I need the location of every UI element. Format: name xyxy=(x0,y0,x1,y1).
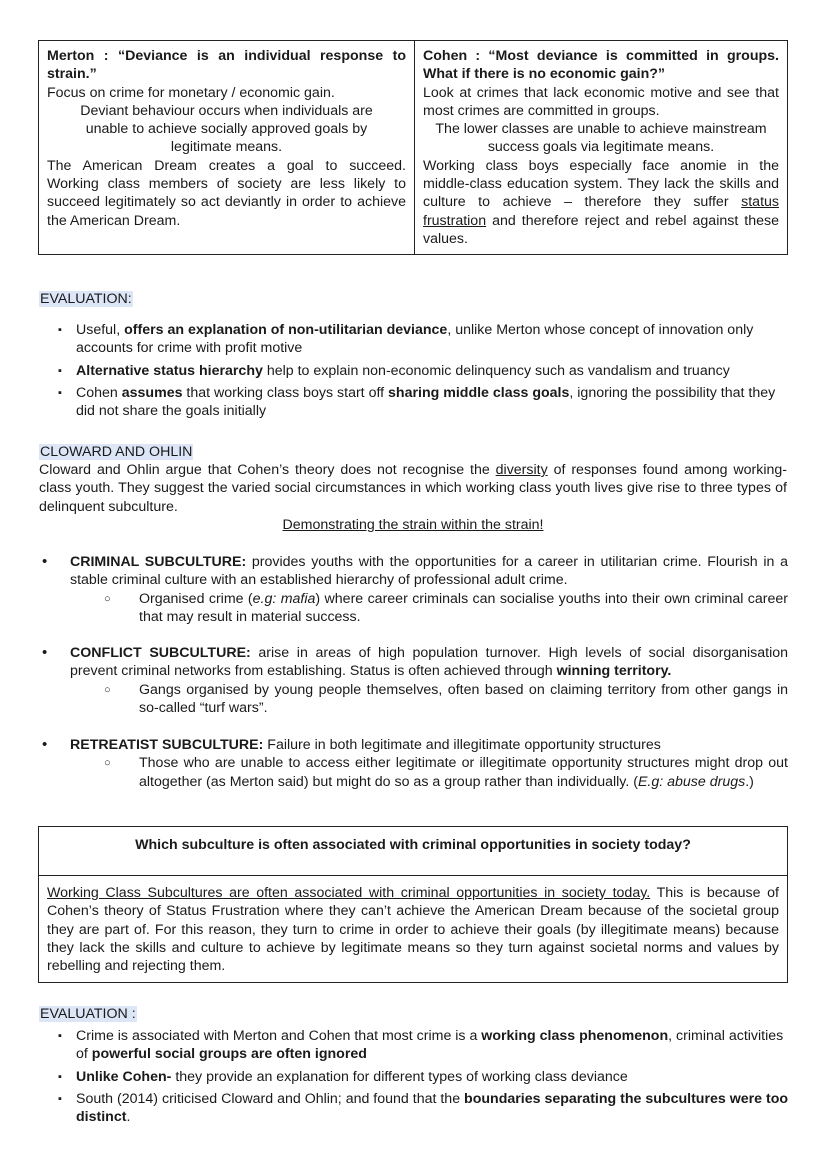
question-answer: Working Class Subcultures are often associated with criminal opportunities in society today. This is because of Cohen’s theory of Status Frustration where they can’t achieve the American Dream because of the societal group they are part of. For this reason, they turn to crime in order to achieve their goals (by illegitimate means) because they lack the skills and culture to achieve by legitimate means so they turn against societal norms and values by rebelling and rejecting them. xyxy=(47,885,779,975)
list-item: ▪ Crime is associated with Merton and Cohen that most crime is a working class phenomenon, criminal activities of powerful social groups are often ignored xyxy=(38,1027,790,1064)
question-text: Which subculture is often associated with criminal opportunities in society today? xyxy=(135,837,691,853)
question-box xyxy=(38,826,788,983)
subculture-criminal xyxy=(38,553,788,626)
subculture-example: ○ Gangs organised by young people themselves, often based on claiming territory from other gangs in so-called “turf wars”. xyxy=(38,681,788,718)
strain-tagline: Demonstrating the strain within the strain! xyxy=(282,517,544,533)
merton-p3: The American Dream creates a goal to succeed. Working class members of society are less likely to succeed legitimately so act deviantly in order to achieve the American Dream. xyxy=(47,157,406,229)
cohen-p1: Look at crimes that lack economic motive and see that most crimes are committed in groups. xyxy=(423,84,779,119)
cohen-p2: The lower classes are unable to achieve mainstream success goals via legitimate means. xyxy=(435,121,767,156)
subculture-example: ○ Organised crime (e.g: mafia) where career criminals can socialise youths into their own criminal career that may result in material success. xyxy=(38,590,788,627)
evaluation-heading-2: EVALUATION : xyxy=(40,1006,136,1022)
subculture-example: ○ Those who are unable to access either legitimate or illegitimate opportunity structures might drop out altogether (as Merton said) but might do so as a group rather than individually. (E.g: abuse drugs.) xyxy=(38,754,788,791)
cohen-cell xyxy=(415,41,788,255)
question-divider xyxy=(39,875,787,876)
merton-p2: Deviant behaviour occurs when individuals are unable to achieve socially approved goals by legitimate means. xyxy=(80,102,373,156)
cloward-paragraph: Cloward and Ohlin argue that Cohen’s theory does not recognise the diversity of responses found among working-class youth. They suggest the varied social circumstances in which working class youth lives give rise to three types of delinquent subculture. xyxy=(39,462,787,515)
subculture-bullet: • RETREATIST SUBCULTURE: Failure in both legitimate and illegitimate opportunity structures xyxy=(38,736,788,754)
evaluation-list-1 xyxy=(38,321,790,424)
merton-cell xyxy=(39,41,415,255)
merton-p1: Focus on crime for monetary / economic gain. xyxy=(47,84,335,101)
cohen-heading: Cohen : “Most deviance is committed in groups. What if there is no economic gain?” xyxy=(423,48,779,83)
subculture-bullet: • CRIMINAL SUBCULTURE: provides youths with the opportunities for a career in utilitarian crime. Flourish in a stable criminal culture with an established hierarchy of professional adult crime. xyxy=(38,553,788,590)
evaluation-heading-1: EVALUATION: xyxy=(40,291,132,307)
merton-heading: Merton : “Deviance is an individual response to strain.” xyxy=(47,48,406,83)
cloward-heading: CLOWARD AND OHLIN xyxy=(40,444,193,460)
list-item: ▪ Useful, offers an explanation of non-utilitarian deviance, unlike Merton whose concept of innovation only accounts for crime with profit motive xyxy=(38,321,790,358)
list-item: ▪ Unlike Cohen- they provide an explanation for different types of working class deviance xyxy=(38,1068,790,1086)
subculture-retreatist xyxy=(38,736,788,791)
comparison-table xyxy=(38,40,788,255)
list-item: ▪ South (2014) criticised Cloward and Ohlin; and found that the boundaries separating the subcultures were too distinct. xyxy=(38,1090,790,1127)
subculture-conflict xyxy=(38,644,788,717)
list-item: ▪ Cohen assumes that working class boys start off sharing middle class goals, ignoring the possibility that they did not share the goals initially xyxy=(38,384,790,421)
subculture-bullet: • CONFLICT SUBCULTURE: arise in areas of high population turnover. High levels of social disorganisation prevent criminal networks from establishing. Status is often achieved through winning territory. xyxy=(38,644,788,681)
evaluation-list-2 xyxy=(38,1027,790,1130)
cohen-p3: Working class boys especially face anomie in the middle-class education system. They lack the skills and culture to achieve – therefore they suffer status frustration and therefore reject and rebel against these values. xyxy=(423,157,779,247)
list-item: ▪ Alternative status hierarchy help to explain non-economic delinquency such as vandalism and truancy xyxy=(38,362,790,380)
